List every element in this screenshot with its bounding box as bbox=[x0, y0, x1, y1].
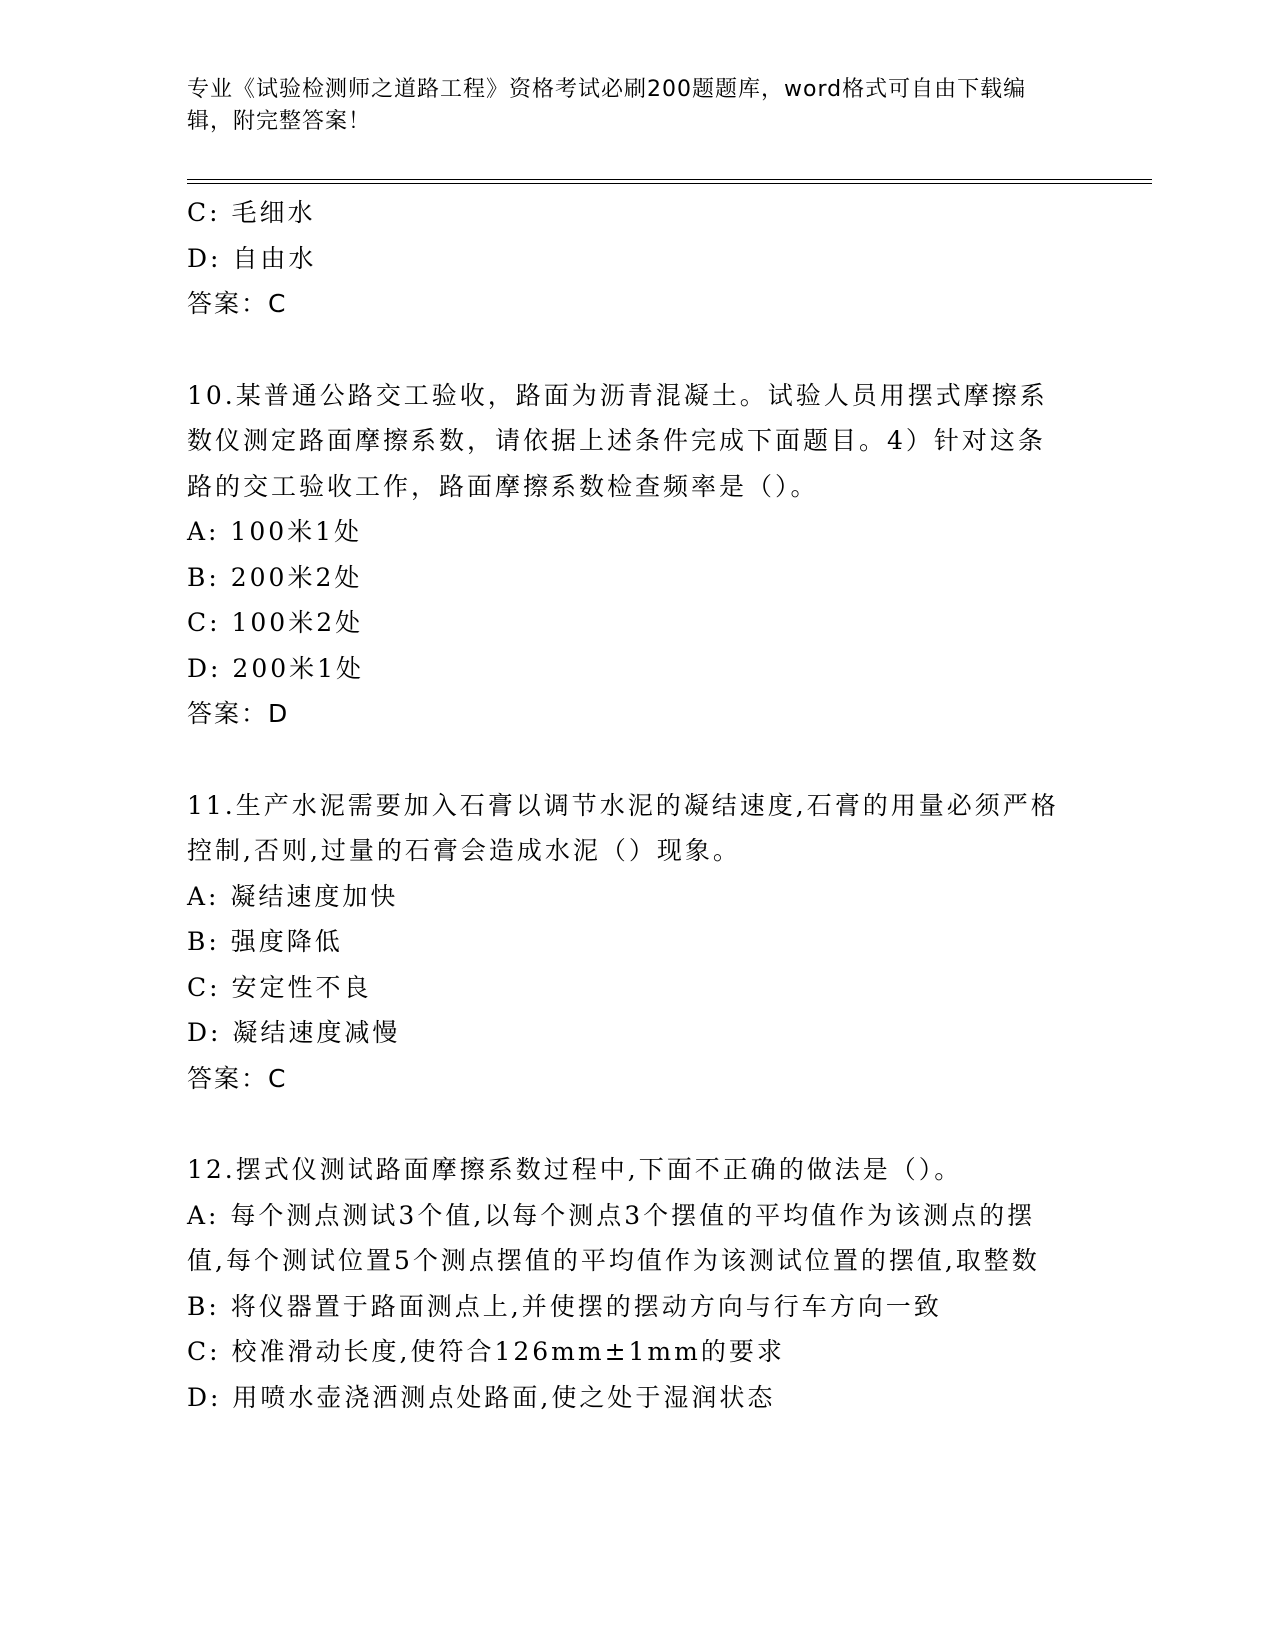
question-text: 10.某普通公路交工验收，路面为沥青混凝土。试验人员用摆式摩擦系数仪测定路面摩擦系数，请依据上述条件完成下面题目。4）针对这条路的交工验收工作，路面摩擦系数检查频率是（）。 bbox=[187, 380, 1048, 501]
document-header: 专业《试验检测师之道路工程》资格考试必刷200题题库，word格式可自由下载编辑，附完整答案！ bbox=[187, 77, 1027, 134]
answer-line: 答案：D bbox=[187, 699, 290, 728]
question-12 bbox=[187, 1147, 1067, 1420]
document-body bbox=[187, 190, 1067, 1420]
spacer bbox=[187, 1101, 1067, 1147]
option-a: A: 每个测点测试3个值,以每个测点3个摆值的平均值作为该测点的摆值,每个测试位置5个测点摆值的平均值作为该测试位置的摆值,取整数 bbox=[187, 1200, 1040, 1275]
option-d: D: 自由水 bbox=[187, 243, 317, 273]
option-c: C: 安定性不良 bbox=[187, 972, 372, 1002]
option-c: C: 校准滑动长度,使符合126mm±1mm的要求 bbox=[187, 1337, 785, 1366]
spacer bbox=[187, 327, 1067, 373]
answer-line: 答案：C bbox=[187, 289, 288, 318]
answer-line: 答案：C bbox=[187, 1063, 288, 1093]
option-b: B: 强度降低 bbox=[187, 927, 343, 956]
option-a: A: 100米1处 bbox=[187, 517, 363, 546]
option-b: B: 将仪器置于路面测点上,并使摆的摆动方向与行车方向一致 bbox=[187, 1291, 942, 1321]
spacer bbox=[187, 737, 1067, 783]
header-rule-thin bbox=[187, 179, 1152, 180]
option-d: D: 200米1处 bbox=[187, 653, 365, 683]
question-11 bbox=[187, 783, 1067, 1102]
question-text: 11.生产水泥需要加入石膏以调节水泥的凝结速度,石膏的用量必须严格控制,否则,过量的石膏会造成水泥（）现象。 bbox=[187, 790, 1059, 865]
option-b: B: 200米2处 bbox=[187, 562, 363, 592]
carryover-question bbox=[187, 190, 1067, 327]
option-d: D: 凝结速度减慢 bbox=[187, 1018, 401, 1047]
header-rule-thick bbox=[187, 183, 1152, 184]
question-10 bbox=[187, 373, 1067, 737]
option-d: D: 用喷水壶浇洒测点处路面,使之处于湿润状态 bbox=[187, 1382, 776, 1412]
option-c: C: 毛细水 bbox=[187, 198, 316, 227]
option-a: A: 凝结速度加快 bbox=[187, 881, 399, 911]
question-text: 12.摆式仪测试路面摩擦系数过程中,下面不正确的做法是（）。 bbox=[187, 1155, 963, 1184]
option-c: C: 100米2处 bbox=[187, 608, 364, 637]
